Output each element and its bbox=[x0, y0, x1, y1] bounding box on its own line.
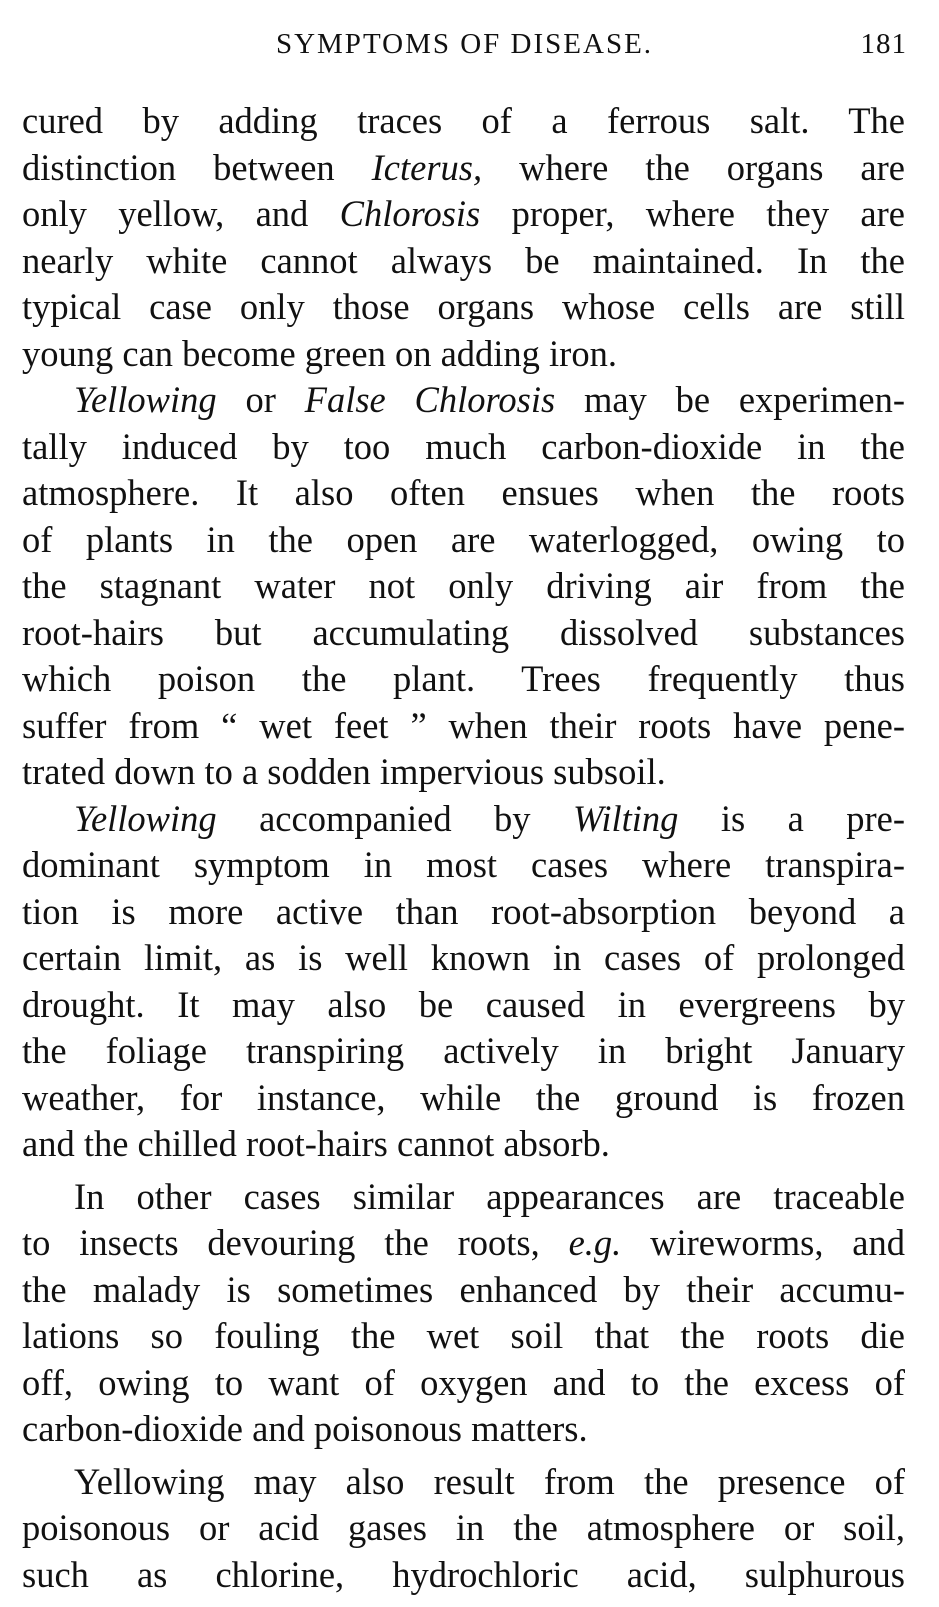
text-line: distinction between Icterus, where the organs are bbox=[22, 146, 905, 188]
italic-term: Yellowing bbox=[74, 379, 217, 420]
italic-term: Wilting bbox=[572, 797, 679, 839]
italic-term: Yellowing bbox=[74, 797, 217, 839]
paragraph bbox=[22, 377, 905, 796]
text-line: such as chlorine, hydrochloric acid, sulphurous bbox=[22, 1553, 905, 1595]
italic-term: e.g. bbox=[568, 1222, 622, 1263]
text-line: cured by adding traces of a ferrous salt. The bbox=[22, 100, 905, 141]
text-line: certain limit, as is well known in cases of prolonged bbox=[22, 937, 905, 978]
running-title: SYMPTOMS OF DISEASE. bbox=[275, 28, 654, 60]
italic-term: False Chlorosis bbox=[304, 379, 556, 420]
running-head bbox=[22, 28, 907, 68]
text-line: tally induced by too much carbon-dioxide in the bbox=[22, 425, 905, 467]
text-line: tion is more active than root-absorption beyond a bbox=[22, 890, 905, 932]
page-number: 181 bbox=[860, 28, 907, 60]
text-line: only yellow, and Chlorosis proper, where they are bbox=[22, 193, 905, 234]
body-text bbox=[22, 98, 905, 1598]
text-line: poisonous or acid gases in the atmosphere or soil, bbox=[22, 1507, 905, 1548]
paragraph bbox=[22, 98, 905, 377]
text-line: the stagnant water not only driving air from the bbox=[22, 565, 905, 606]
text-line: the malady is sometimes enhanced by their accumu- bbox=[22, 1268, 905, 1310]
text-line: drought. It may also be caused in evergreens by bbox=[22, 983, 905, 1025]
text-line: lations so fouling the wet soil that the roots die bbox=[22, 1315, 905, 1356]
text-line: root-hairs but accumulating dissolved substances bbox=[22, 611, 905, 653]
italic-term: Icterus, bbox=[371, 146, 483, 188]
text-line: trated down to a sodden impervious subsoil. bbox=[22, 751, 666, 792]
paragraph bbox=[22, 1459, 905, 1599]
text-line: Yellowing accompanied by Wilting is a pre- bbox=[74, 797, 905, 839]
text-line: weather, for instance, while the ground is frozen bbox=[22, 1076, 905, 1118]
text-line: young can become green on adding iron. bbox=[22, 332, 617, 374]
text-line: In other cases similar appearances are traceable bbox=[74, 1175, 905, 1217]
paragraph bbox=[22, 1174, 905, 1453]
text-line: off, owing to want of oxygen and to the excess of bbox=[22, 1361, 905, 1403]
text-line: typical case only those organs whose cells are still bbox=[22, 286, 905, 327]
text-line: to insects devouring the roots, e.g. wireworms, and bbox=[22, 1222, 905, 1263]
text-line: which poison the plant. Trees frequently thus bbox=[22, 658, 905, 699]
text-line: Yellowing may also result from the presence of bbox=[74, 1460, 905, 1502]
text-line: Yellowing or False Chlorosis may be experimen- bbox=[74, 379, 905, 420]
text-line: nearly white cannot always be maintained. In the bbox=[22, 239, 905, 281]
text-line: of plants in the open are waterlogged, owing to bbox=[22, 518, 905, 560]
paragraph bbox=[22, 796, 905, 1168]
text-line: and the chilled root-hairs cannot absorb. bbox=[22, 1123, 610, 1164]
text-line: suffer from “ wet feet ” when their roots have pene- bbox=[22, 704, 905, 746]
text-line: atmosphere. It also often ensues when the roots bbox=[22, 472, 905, 513]
text-line: the foliage transpiring actively in bright January bbox=[22, 1030, 905, 1071]
text-line: carbon-dioxide and poisonous matters. bbox=[22, 1408, 588, 1449]
text-line: dominant symptom in most cases where transpira- bbox=[22, 844, 905, 885]
italic-term: Chlorosis bbox=[339, 193, 481, 234]
